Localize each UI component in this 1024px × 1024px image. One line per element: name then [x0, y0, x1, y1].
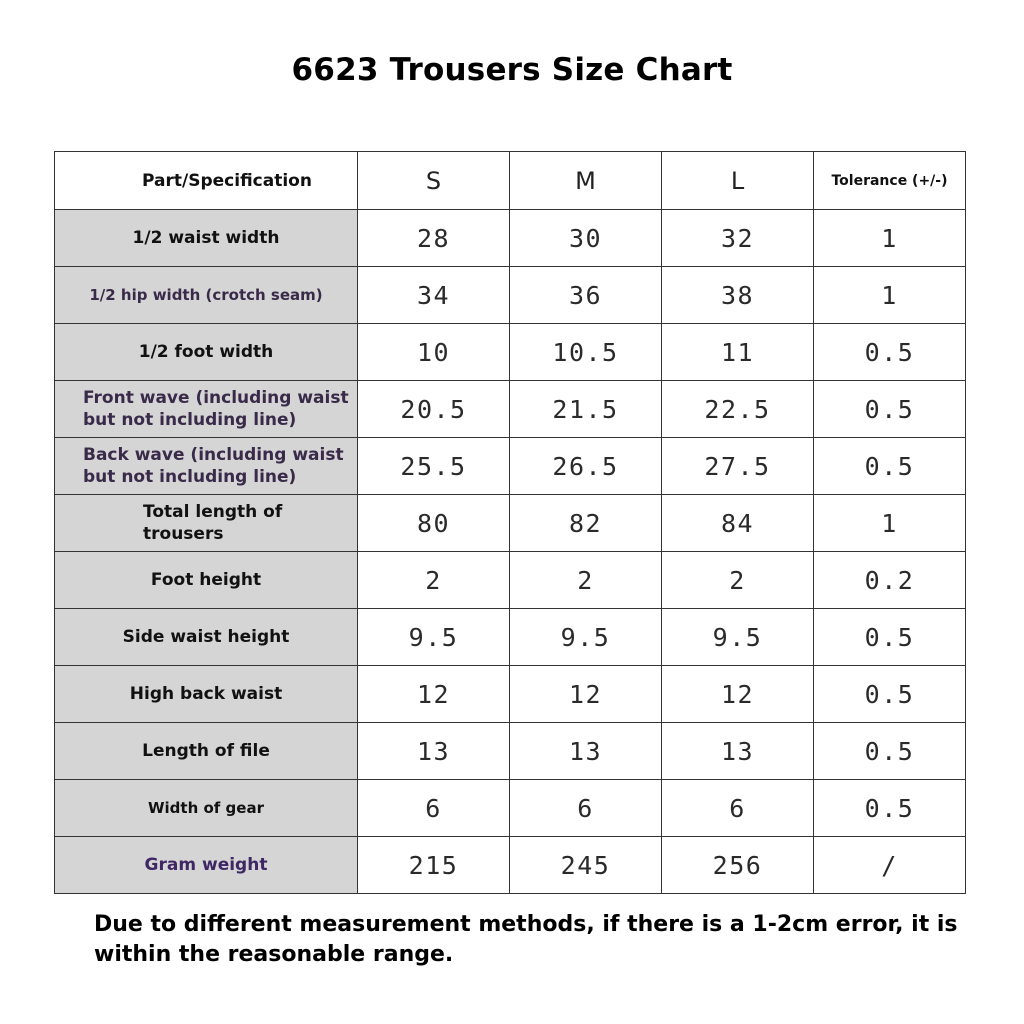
row-label: Gram weight [55, 837, 358, 894]
value-m: 2 [510, 552, 662, 609]
value-tolerance: 0.2 [814, 552, 966, 609]
header-tolerance: Tolerance (+/-) [814, 152, 966, 210]
value-m: 21.5 [510, 381, 662, 438]
value-tolerance: 0.5 [814, 723, 966, 780]
value-m: 30 [510, 210, 662, 267]
value-m: 12 [510, 666, 662, 723]
value-tolerance: 1 [814, 495, 966, 552]
value-l: 38 [662, 267, 814, 324]
table-row [55, 780, 966, 837]
value-l: 27.5 [662, 438, 814, 495]
value-s: 6 [358, 780, 510, 837]
value-m: 9.5 [510, 609, 662, 666]
table-row [55, 723, 966, 780]
value-l: 9.5 [662, 609, 814, 666]
row-label: Side waist height [55, 609, 358, 666]
row-label: Total length of trousers [55, 495, 358, 552]
value-l: 2 [662, 552, 814, 609]
row-label: Back wave (including waist but not including line) [55, 438, 358, 495]
row-label: 1/2 waist width [55, 210, 358, 267]
table-row [55, 609, 966, 666]
value-m: 10.5 [510, 324, 662, 381]
value-tolerance: 0.5 [814, 666, 966, 723]
value-s: 10 [358, 324, 510, 381]
value-s: 20.5 [358, 381, 510, 438]
page-title: 6623 Trousers Size Chart [291, 52, 733, 88]
value-m: 6 [510, 780, 662, 837]
value-m: 26.5 [510, 438, 662, 495]
value-l: 12 [662, 666, 814, 723]
table-row [55, 210, 966, 267]
table-row [55, 438, 966, 495]
table-row [55, 324, 966, 381]
row-label: High back waist [55, 666, 358, 723]
row-label: 1/2 foot width [55, 324, 358, 381]
value-s: 2 [358, 552, 510, 609]
value-l: 84 [662, 495, 814, 552]
row-label: Front wave (including waist but not including line) [55, 381, 358, 438]
header-size-l: L [662, 152, 814, 210]
value-s: 12 [358, 666, 510, 723]
value-tolerance: 0.5 [814, 609, 966, 666]
value-m: 245 [510, 837, 662, 894]
value-l: 6 [662, 780, 814, 837]
table-row [55, 666, 966, 723]
value-tolerance: 0.5 [814, 324, 966, 381]
header-size-s: S [358, 152, 510, 210]
row-label: 1/2 hip width (crotch seam) [55, 267, 358, 324]
value-tolerance: 0.5 [814, 381, 966, 438]
value-l: 13 [662, 723, 814, 780]
value-m: 36 [510, 267, 662, 324]
value-tolerance: 1 [814, 210, 966, 267]
value-s: 9.5 [358, 609, 510, 666]
value-l: 256 [662, 837, 814, 894]
header-size-m: M [510, 152, 662, 210]
value-l: 22.5 [662, 381, 814, 438]
value-s: 80 [358, 495, 510, 552]
value-tolerance: / [814, 837, 966, 894]
value-m: 13 [510, 723, 662, 780]
value-s: 25.5 [358, 438, 510, 495]
value-l: 32 [662, 210, 814, 267]
header-part-specification: Part/Specification [55, 152, 358, 210]
row-label: Foot height [55, 552, 358, 609]
value-tolerance: 0.5 [814, 438, 966, 495]
table-row [55, 495, 966, 552]
table-row [55, 381, 966, 438]
value-s: 13 [358, 723, 510, 780]
value-s: 28 [358, 210, 510, 267]
table-header-row [55, 152, 966, 210]
row-label: Length of file [55, 723, 358, 780]
value-tolerance: 1 [814, 267, 966, 324]
row-label: Width of gear [55, 780, 358, 837]
value-s: 34 [358, 267, 510, 324]
table-row [55, 267, 966, 324]
value-m: 82 [510, 495, 662, 552]
value-l: 11 [662, 324, 814, 381]
value-tolerance: 0.5 [814, 780, 966, 837]
table-row [55, 552, 966, 609]
value-s: 215 [358, 837, 510, 894]
measurement-note: Due to different measurement methods, if there is a 1-2cm error, it is within the reasonable range. [94, 912, 958, 967]
size-chart-table [54, 151, 966, 894]
table-row [55, 837, 966, 894]
